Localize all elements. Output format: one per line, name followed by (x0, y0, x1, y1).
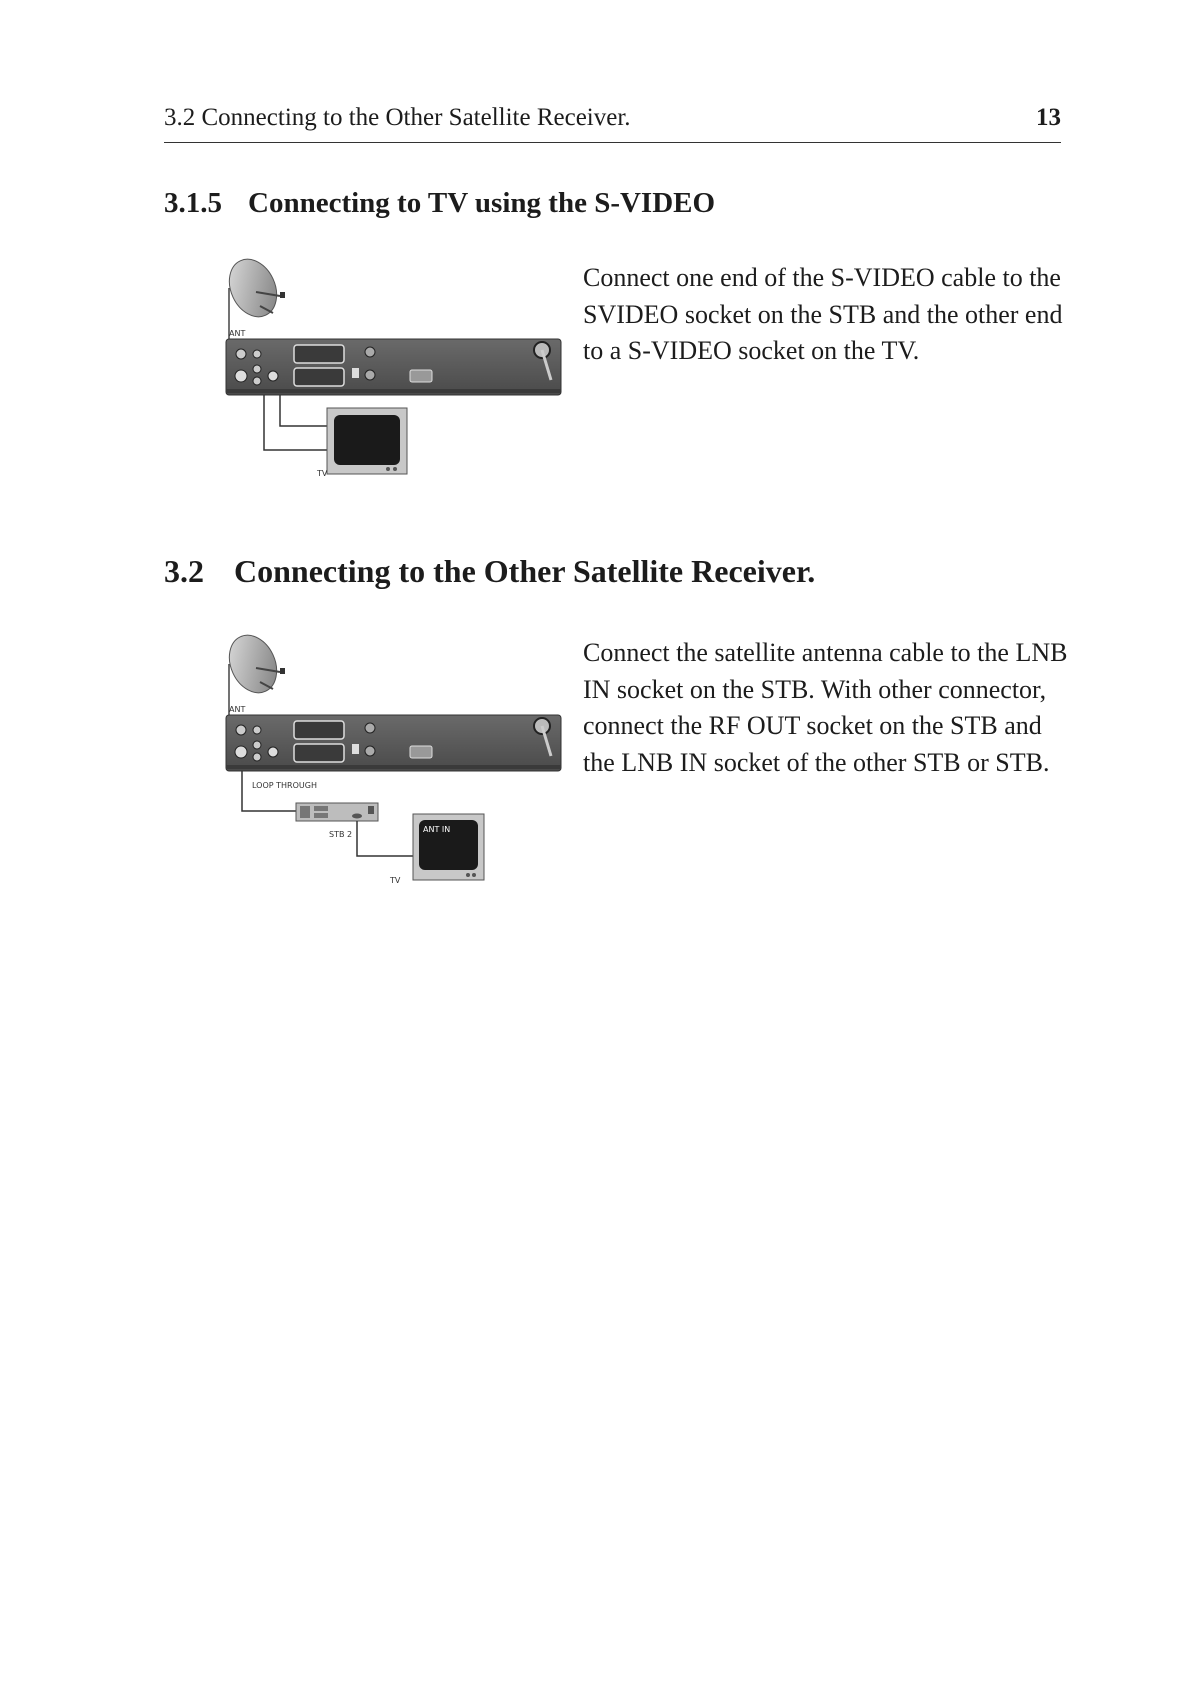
running-title: 3.2 Connecting to the Other Satellite Receiver. (164, 104, 631, 131)
section-heading-3-2 (164, 553, 815, 590)
section-title: Connecting to TV using the S-VIDEO (248, 187, 716, 219)
tv-label: TV (317, 469, 328, 478)
running-header (164, 104, 1061, 143)
set-top-box-icon (226, 715, 561, 771)
tv-label: TV (390, 876, 401, 885)
loop-through-connection-diagram (218, 634, 563, 890)
stb2-label: STB 2 (329, 830, 353, 839)
section-number: 3.2 (164, 553, 204, 589)
second-stb-icon (296, 803, 378, 821)
satellite-dish-icon (220, 634, 285, 700)
ant-label: ANT (229, 705, 246, 714)
paragraph-svideo: Connect one end of the S-VIDEO cable to the SVIDEO socket on the STB and the other end to a S-VIDEO socket on the TV. (583, 263, 1063, 365)
paragraph-loop-through: Connect the satellite antenna cable to the LNB IN socket on the STB. With other connector, connect the RF OUT socket on the STB and the LNB IN socket of the other STB or STB. (583, 638, 1068, 777)
ant-in-label: ANT IN (423, 825, 451, 834)
satellite-dish-icon (220, 258, 285, 324)
loop-through-label: LOOP THROUGH (252, 781, 317, 790)
svideo-connection-diagram (218, 258, 563, 484)
section-title: Connecting to the Other Satellite Receiver. (234, 553, 816, 589)
tv-icon (327, 408, 407, 474)
section-heading-3-1-5 (164, 187, 715, 220)
page-number: 13 (1036, 104, 1061, 131)
ant-label: ANT (229, 329, 246, 338)
set-top-box-icon (226, 339, 561, 395)
tv-icon (413, 814, 484, 880)
section-number: 3.1.5 (164, 187, 222, 219)
